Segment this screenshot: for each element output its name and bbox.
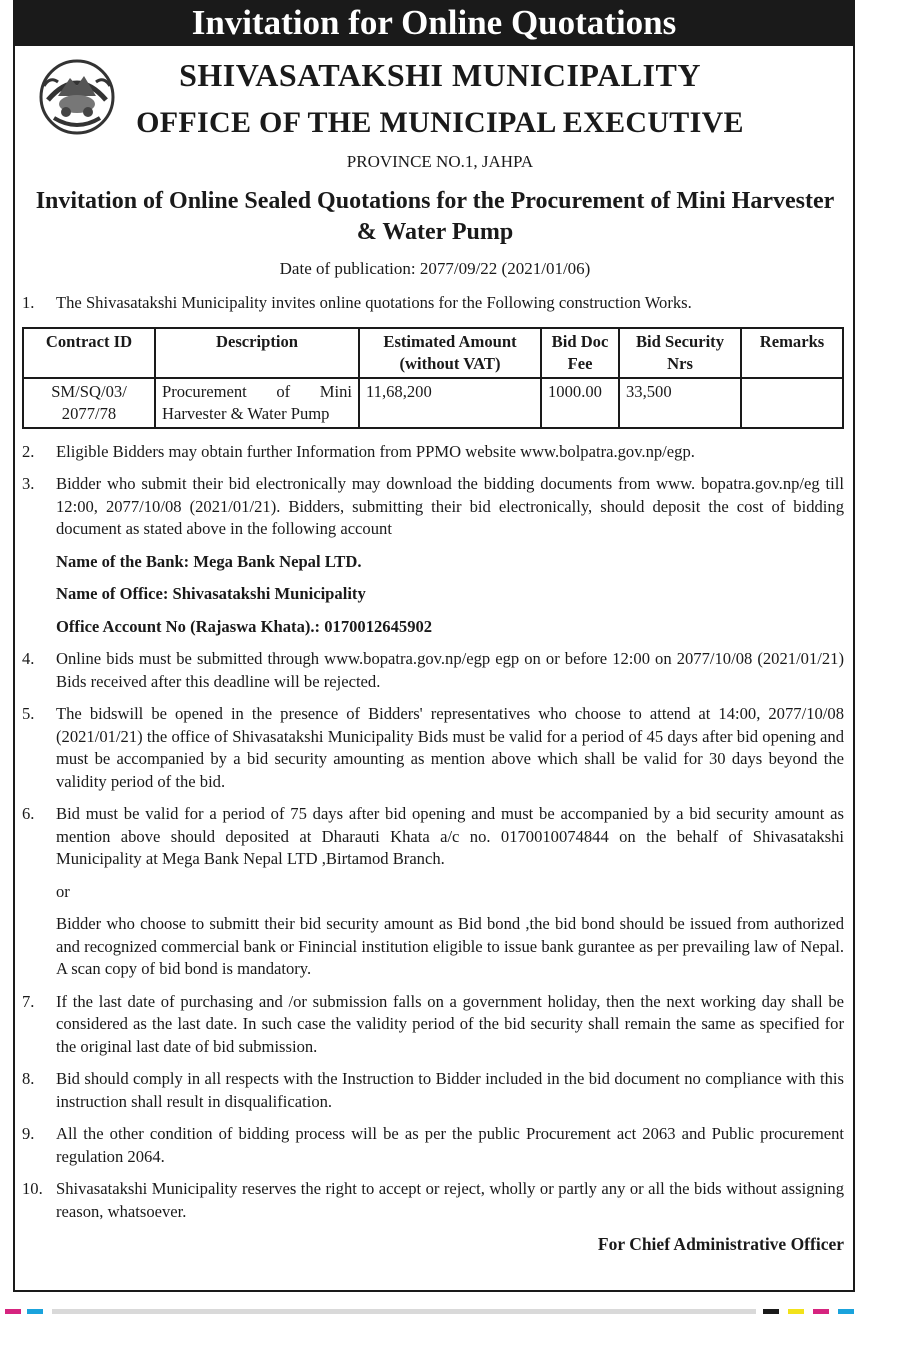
municipality-name: SHIVASATAKSHI MUNICIPALITY bbox=[179, 57, 701, 93]
list-item: 7. If the last date of purchasing and /or submission falls on a government holiday, then the next working day shall be considered as the last date. In such case the validity period of the bid security shall remain the same as specified for the original last date of bid submission. bbox=[22, 991, 844, 1056]
publication-date: Date of publication: 2077/09/22 (2021/01/06) bbox=[279, 259, 591, 278]
list-item: 3. Bidder who submit their bid electronically may download the bidding documents from www. bopatra.gov.np/eg till 12:00, 2077/10/08 (2021/01/21). Bidders, submitting their bid electronically, should deposit the cost of bidding document as stated above in the following account bbox=[22, 474, 844, 538]
cyan-mark bbox=[27, 1309, 43, 1314]
column-header: Remarks bbox=[741, 328, 843, 378]
table-cell: 11,68,200 bbox=[359, 378, 541, 428]
list-item: 5. The bidswill be opened in the presence of Bidders' representatives who choose to attend at 14:00, 2077/10/08 (2021/01/21) the office of Shivasatakshi Municipality Bids must be valid for a period of 45 days after bid opening and must be accompanied by a bid security amounting as mention above which shall be valid for 30 days beyond the validity period of the bid. bbox=[22, 704, 844, 791]
magenta-mark-right bbox=[813, 1309, 829, 1314]
table-row bbox=[23, 378, 843, 428]
table-cell: 33,500 bbox=[619, 378, 741, 428]
province-line: PROVINCE NO.1, JAHPA bbox=[346, 152, 534, 171]
list-item: 4. Online bids must be submitted through www.bopatra.gov.np/egp egp on or before 12:00 on 2077/10/08 (2021/01/21) Bids received after this deadline will be rejected. bbox=[22, 649, 844, 691]
bid-bond-text: Bidder who choose to submitt their bid security amount as Bid bond ,the bid bond should be issued from authorized and recognized commercial bank or Finincial institution eligible to issue bank gurantee as per prevailing law of Nepal. A scan copy of bid bond is mandatory. bbox=[56, 914, 844, 978]
office-name: OFFICE OF THE MUNICIPAL EXECUTIVE bbox=[136, 106, 744, 139]
magenta-mark bbox=[5, 1309, 21, 1314]
yellow-mark bbox=[788, 1309, 804, 1314]
bank-account: Office Account No (Rajaswa Khata).: 0170012645902 bbox=[56, 616, 433, 636]
column-header: Description bbox=[155, 328, 359, 378]
contract-table bbox=[22, 327, 844, 429]
nepal-emblem-icon bbox=[36, 56, 118, 138]
column-header: Bid Security Nrs bbox=[619, 328, 741, 378]
notice-body bbox=[22, 292, 844, 1256]
column-header: Estimated Amount (without VAT) bbox=[359, 328, 541, 378]
banner-title: Invitation for Online Quotations bbox=[13, 0, 855, 46]
table-cell: Procurement of Mini Harvester & Water Pump bbox=[155, 378, 359, 428]
list-item: 1. The Shivasatakshi Municipality invites online quotations for the Following construction Works. bbox=[22, 293, 692, 312]
column-header: Contract ID bbox=[23, 328, 155, 378]
table-cell: 1000.00 bbox=[541, 378, 619, 428]
black-mark bbox=[763, 1309, 779, 1314]
list-item: 9. All the other condition of bidding process will be as per the public Procurement act 2063 and Public procurement regulation 2064. bbox=[22, 1124, 844, 1166]
table-cell bbox=[741, 378, 843, 428]
column-header: Bid Doc Fee bbox=[541, 328, 619, 378]
list-item: 8. Bid should comply in all respects with the Instruction to Bidder included in the bid document no compliance with this instruction shall result in disqualification. bbox=[22, 1069, 844, 1111]
notice-title: Invitation of Online Sealed Quotations for the Procurement of Mini Harvester & Water Pump bbox=[35, 188, 835, 245]
gray-rule bbox=[52, 1309, 756, 1314]
signature-line: For Chief Administrative Officer bbox=[597, 1234, 844, 1254]
list-item: 6. Bid must be valid for a period of 75 days after bid opening and must be accompanied by a bid security amount as mention above should deposited at Dharauti Khata a/c no. 0170010074844 on the behalf of Shivasatakshi Municipality at Mega Bank Nepal LTD ,Birtamod Branch. bbox=[22, 804, 844, 868]
table-cell: SM/SQ/03/ 2077/78 bbox=[23, 378, 155, 428]
list-item: 10. Shivasatakshi Municipality reserves the right to accept or reject, wholly or partly any or all the bids without assigning reason, whatsoever. bbox=[22, 1179, 844, 1221]
list-item: 2. Eligible Bidders may obtain further Information from PPMO website www.bolpatra.gov.np/egp. bbox=[22, 441, 695, 461]
bank-office: Name of Office: Shivasatakshi Municipality bbox=[56, 584, 366, 603]
bank-name: Name of the Bank: Mega Bank Nepal LTD. bbox=[56, 551, 362, 571]
table-header-row bbox=[23, 328, 843, 378]
or-text: or bbox=[56, 881, 70, 901]
cyan-mark-right bbox=[838, 1309, 854, 1314]
